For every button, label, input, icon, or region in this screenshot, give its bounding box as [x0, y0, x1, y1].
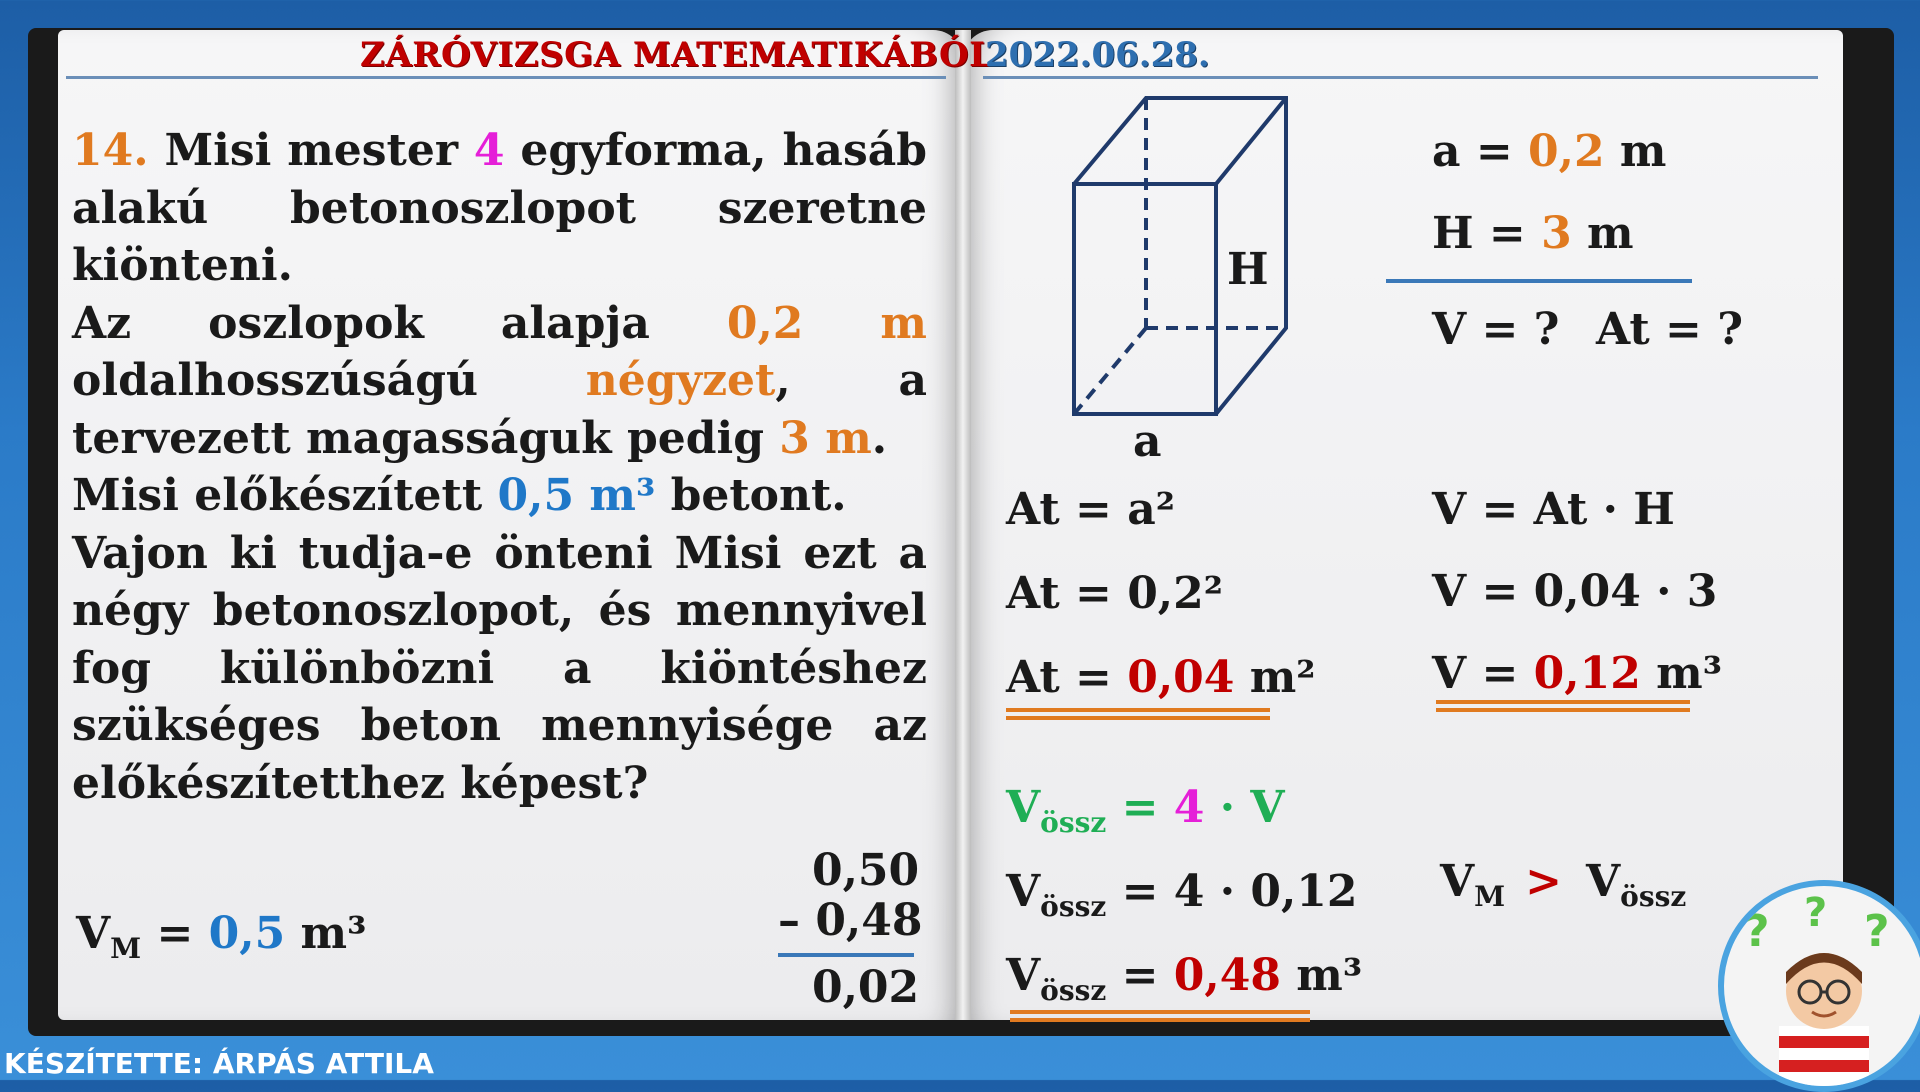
svg-text:?: ?	[1864, 906, 1890, 957]
problem-text-part: betont.	[670, 470, 847, 521]
subtraction-top: 0,50	[812, 845, 920, 896]
total-result	[1006, 950, 1362, 1007]
problem-text-part: Misi előkészített	[72, 470, 483, 521]
side-length: 0,2 m	[726, 297, 927, 349]
unknown-area: At = ?	[1596, 304, 1743, 355]
total-step-rest: = 4 · 0,12	[1106, 866, 1358, 917]
subtraction-subtrahend: – 0,48	[778, 895, 923, 946]
area-step: At = 0,2²	[1006, 568, 1224, 619]
problem-text-part: egyforma, hasáb alakú betonoszlopot szeretne kiönteni.	[72, 125, 927, 291]
problem-text-part: oldalhosszúságú	[72, 355, 478, 406]
area-result-underline	[1006, 708, 1270, 720]
problem-question: Vajon ki tudja-e önteni Misi ezt a négy betonoszlopot, és mennyivel fog különbözni a kiöntéshez szükséges beton mennyisége az előkészítetthez képest?	[72, 527, 927, 809]
total-result-underline	[1010, 1010, 1310, 1022]
exam-title: ZÁRÓVIZSGA MATEMATIKÁBÓL	[360, 35, 994, 75]
unknown-volume: V = ?	[1432, 304, 1560, 355]
comparison	[1440, 856, 1686, 913]
equals-sign: =	[1106, 782, 1174, 833]
given-h-lhs: H =	[1432, 208, 1542, 259]
given-a-unit: m	[1604, 126, 1667, 177]
area-result-lhs: At =	[1006, 652, 1128, 703]
problem-text	[72, 122, 927, 812]
given-h	[1432, 208, 1634, 259]
total-subscript: össz	[1620, 880, 1687, 913]
volume-formula: V = At · H	[1432, 484, 1675, 535]
area-result	[1006, 652, 1316, 703]
svg-text:?: ?	[1804, 890, 1828, 936]
equals-sign: =	[141, 908, 209, 959]
total-subscript: össz	[1040, 974, 1107, 1007]
volume-result	[1432, 648, 1722, 699]
height-label: H	[1227, 244, 1269, 295]
total-symbol: V	[1586, 856, 1621, 907]
volume-result-value: 0,12	[1533, 648, 1641, 699]
vm-subscript: M	[110, 932, 142, 965]
greater-than-sign: >	[1525, 856, 1563, 907]
total-symbol: V	[1006, 866, 1041, 917]
side-label: a	[1133, 416, 1162, 467]
given-a-lhs: a =	[1432, 126, 1529, 177]
problem-number: 14.	[72, 125, 149, 176]
header-divider-left	[66, 76, 946, 79]
vm-unit: m³	[285, 908, 367, 959]
author-credit: KÉSZÍTETTE: ÁRPÁS ATTILA	[4, 1047, 434, 1080]
total-subscript: össz	[1040, 890, 1107, 923]
problem-text-part: Misi mester	[164, 125, 459, 176]
vm-symbol: V	[76, 908, 111, 959]
subtraction-line	[778, 953, 914, 957]
vm-value: 0,5	[208, 908, 286, 959]
given-h-unit: m	[1571, 208, 1634, 259]
volume-result-lhs: V =	[1432, 648, 1534, 699]
equals-sign: =	[1106, 950, 1174, 1001]
given-h-value: 3	[1541, 208, 1572, 259]
total-subscript: össz	[1040, 806, 1107, 839]
column-count: 4	[473, 125, 505, 176]
problem-paragraph-3	[72, 467, 927, 525]
prepared-volume: 0,5 m³	[497, 470, 656, 521]
problem-text-part: , a tervezett magasságuk pedig	[72, 355, 927, 464]
area-result-value: 0,04	[1127, 652, 1235, 703]
vm-subscript: M	[1474, 880, 1506, 913]
problem-paragraph-1	[72, 122, 927, 295]
exam-date: 2022.06.28.	[985, 35, 1210, 75]
givens-divider	[1386, 279, 1692, 283]
mascot-illustration	[1724, 886, 1920, 1086]
total-step	[1006, 866, 1358, 923]
subtraction-result: 0,02	[812, 962, 920, 1013]
problem-paragraph-2	[72, 295, 927, 468]
problem-text-part: .	[871, 412, 888, 464]
volume-result-underline	[1436, 700, 1690, 712]
area-result-unit: m²	[1234, 652, 1316, 703]
base-shape: négyzet	[585, 355, 776, 406]
book-spine	[955, 30, 971, 1020]
given-a-value: 0,2	[1528, 126, 1605, 177]
column-height: 3 m	[779, 412, 872, 464]
given-a	[1432, 126, 1666, 177]
vm-statement	[76, 908, 366, 965]
total-result-value: 0,48	[1173, 950, 1281, 1001]
area-formula: At = a²	[1006, 484, 1175, 535]
total-symbol: V	[1006, 782, 1041, 833]
vm-symbol: V	[1440, 856, 1475, 907]
volume-step: V = 0,04 · 3	[1432, 566, 1718, 617]
header-divider-right	[983, 76, 1818, 79]
total-result-unit: m³	[1280, 950, 1363, 1001]
thinking-boy-mascot-icon	[1718, 880, 1920, 1092]
total-formula	[1006, 782, 1284, 839]
volume-result-unit: m³	[1640, 648, 1722, 699]
svg-text:?: ?	[1744, 906, 1770, 957]
problem-text-part: Az oszlopok alapja	[72, 297, 650, 349]
total-formula-rest: · V	[1204, 782, 1285, 833]
total-count: 4	[1173, 782, 1205, 833]
total-symbol: V	[1006, 950, 1041, 1001]
